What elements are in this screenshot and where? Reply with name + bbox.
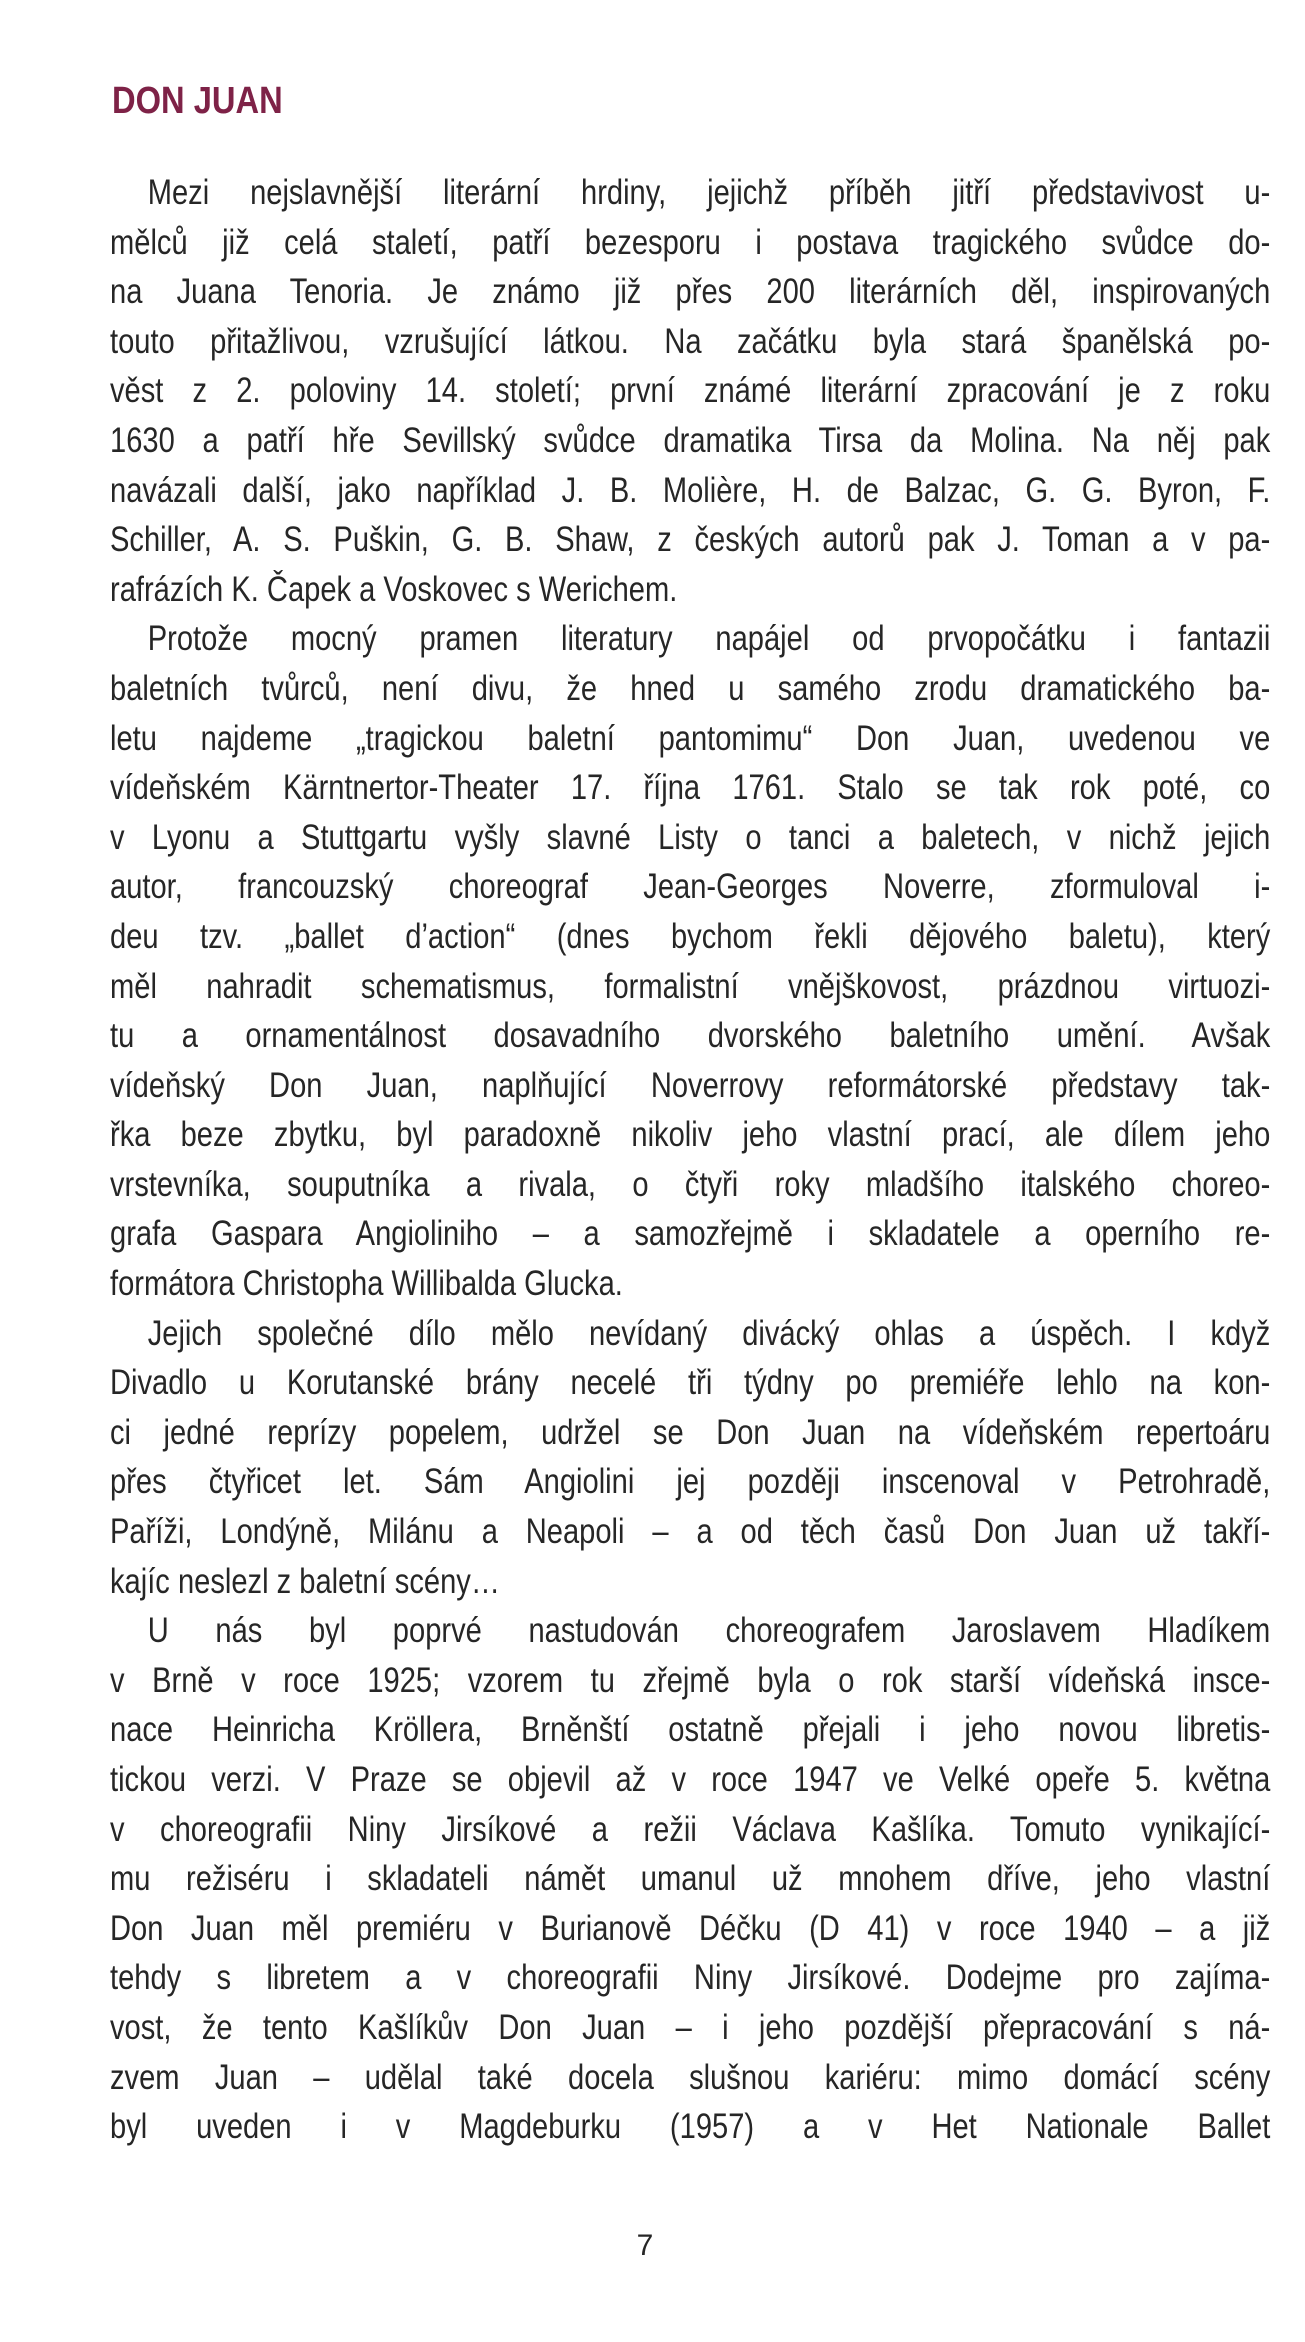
page-number: 7: [636, 2229, 654, 2262]
text-line: navázali další, jako například J. B. Molière, H. de Balzac, G. G. Byron, F.: [110, 469, 1271, 510]
text-line: Protože mocný pramen literatury napájel od prvopočátku i fantazii: [147, 618, 1271, 659]
text-line: Divadlo u Korutanské brány necelé tři týdny po premiéře lehlo na kon-: [110, 1362, 1271, 1403]
text-line: měl nahradit schematismus, formalistní vnějškovost, prázdnou virtuozi-: [110, 965, 1271, 1006]
text-line: ci jedné reprízy popelem, udržel se Don Juan na vídeňském repertoáru: [110, 1411, 1271, 1452]
text-line: zvem Juan – udělal také docela slušnou kariéru: mimo domácí scény: [110, 2056, 1271, 2097]
text-line: věst z 2. poloviny 14. století; první známé literární zpracování je z roku: [110, 370, 1271, 411]
text-line: Paříži, Londýně, Milánu a Neapoli – a od těch časů Don Juan už takří-: [110, 1511, 1271, 1552]
text-line: v Brně v roce 1925; vzorem tu zřejmě byla o rok starší vídeňská insce-: [110, 1659, 1271, 1700]
text-line: mělců již celá staletí, patří bezesporu i postava tragického svůdce do-: [110, 221, 1271, 262]
text-line: řka beze zbytku, byl paradoxně nikoliv jeho vlastní prací, ale dílem jeho: [110, 1114, 1271, 1155]
text-line: vost, že tento Kašlíkův Don Juan – i jeho pozdější přepracování s ná-: [110, 2006, 1271, 2047]
text-line: nace Heinricha Kröllera, Brněnští ostatně přejali i jeho novou libretis-: [110, 1709, 1271, 1750]
text-line: baletních tvůrců, není divu, že hned u samého zrodu dramatického ba-: [110, 667, 1271, 708]
text-line: grafa Gaspara Angioliniho – a samozřejmě i skladatele a operního re-: [110, 1213, 1271, 1254]
text-line: Schiller, A. S. Puškin, G. B. Shaw, z českých autorů pak J. Toman a v pa-: [110, 519, 1271, 560]
text-line: deu tzv. „ballet d’action“ (dnes bychom řekli dějového baletu), který: [110, 915, 1271, 956]
text-line: kajíc neslezl z baletní scény…: [110, 1560, 500, 1601]
text-line: 1630 a patří hře Sevillský svůdce dramatika Tirsa da Molina. Na něj pak: [110, 419, 1271, 460]
text-line: Mezi nejslavnější literární hrdiny, jejichž příběh jitří představivost u-: [147, 172, 1271, 212]
text-line: vrstevníka, souputníka a rivala, o čtyři roky mladšího italského choreo-: [110, 1163, 1271, 1204]
text-line: přes čtyřicet let. Sám Angiolini jej později inscenoval v Petrohradě,: [110, 1461, 1271, 1502]
text-line: tu a ornamentálnost dosavadního dvorského baletního umění. Avšak: [110, 1015, 1271, 1056]
chapter-title: DON JUAN: [112, 80, 283, 122]
text-line: v Lyonu a Stuttgartu vyšly slavné Listy o tanci a baletech, v nichž jejich: [110, 816, 1271, 857]
text-line: autor, francouzský choreograf Jean-Georges Noverre, zformuloval i-: [110, 866, 1271, 907]
text-line: vídeňském Kärntnertor-Theater 17. října 1761. Stalo se tak rok poté, co: [110, 767, 1271, 808]
text-line: Jejich společné dílo mělo nevídaný divácký ohlas a úspěch. I když: [147, 1312, 1271, 1353]
text-line: formátora Christopha Willibalda Glucka.: [110, 1263, 623, 1304]
text-line: letu najdeme „tragickou baletní pantomimu“ Don Juan, uvedenou ve: [110, 717, 1271, 758]
text-line: v choreografii Niny Jirsíkové a režii Václava Kašlíka. Tomuto vynikající-: [110, 1808, 1271, 1849]
text-line: byl uveden i v Magdeburku (1957) a v Het Nationale Ballet: [110, 2106, 1271, 2147]
text-line: Don Juan měl premiéru v Burianově Déčku (D 41) v roce 1940 – a již: [110, 1907, 1271, 1948]
body-text: [110, 168, 1270, 2152]
text-line: U nás byl poprvé nastudován choreografem Jaroslavem Hladíkem: [147, 1610, 1271, 1651]
text-line: touto přitažlivou, vzrušující látkou. Na začátku byla stará španělská po-: [110, 320, 1271, 361]
text-line: rafrázích K. Čapek a Voskovec s Werichem.: [110, 568, 678, 609]
text-line: tehdy s libretem a v choreografii Niny Jirsíkové. Dodejme pro zajíma-: [110, 1957, 1271, 1998]
text-line: na Juana Tenoria. Je známo již přes 200 literárních děl, inspirovaných: [110, 271, 1271, 312]
text-line: tickou verzi. V Praze se objevil až v roce 1947 ve Velké opeře 5. května: [110, 1759, 1271, 1799]
text-line: mu režiséru i skladateli námět umanul už mnohem dříve, jeho vlastní: [110, 1858, 1271, 1899]
text-line: vídeňský Don Juan, naplňující Noverrovy reformátorské představy tak-: [110, 1064, 1271, 1105]
